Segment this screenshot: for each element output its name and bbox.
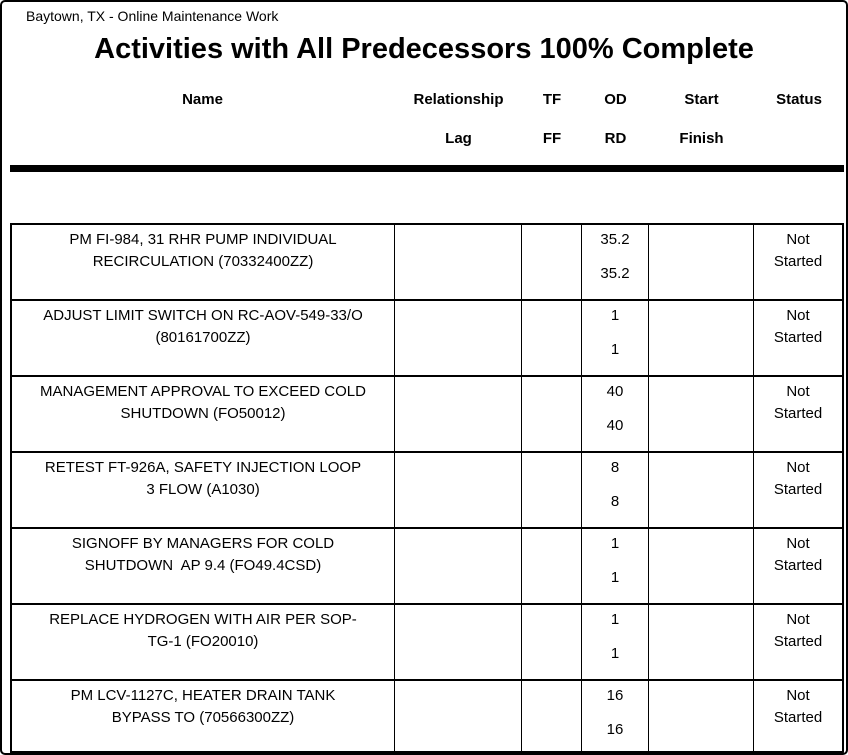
col-header-status-sub	[754, 130, 844, 147]
finish-value	[649, 242, 753, 243]
od-value: 35.2	[600, 231, 630, 248]
activity-name-line2: RECIRCULATION (70332400ZZ)	[92, 253, 314, 270]
start-finish-cell	[649, 377, 754, 451]
table-row	[12, 377, 842, 453]
status-line2: Started	[773, 633, 823, 650]
ff-value	[522, 546, 581, 547]
activity-name-line2: (80161700ZZ)	[155, 329, 251, 346]
start-finish-cell	[649, 529, 754, 603]
relationship-value	[395, 609, 521, 610]
col-header-od: OD	[604, 91, 627, 108]
start-value	[649, 685, 753, 686]
col-header-name: Name	[182, 91, 223, 108]
column-headers-line1	[10, 91, 844, 108]
table-row	[12, 301, 842, 377]
table-row	[12, 681, 842, 751]
rd-value: 1	[610, 569, 620, 586]
relationship-value	[395, 685, 521, 686]
status-line1: Not	[786, 383, 810, 400]
ff-value	[522, 622, 581, 623]
activity-name-cell	[12, 453, 395, 527]
status-cell	[754, 453, 842, 527]
tf-ff-cell	[522, 605, 582, 679]
tf-ff-cell	[522, 301, 582, 375]
table-row	[12, 453, 842, 529]
status-line2: Started	[773, 481, 823, 498]
tf-value	[522, 229, 581, 230]
status-line2: Started	[773, 557, 823, 574]
ff-value	[522, 470, 581, 471]
finish-value	[649, 470, 753, 471]
od-value: 8	[610, 459, 620, 476]
table-row	[12, 529, 842, 605]
od-value: 16	[606, 687, 624, 704]
status-cell	[754, 225, 842, 299]
tf-value	[522, 381, 581, 382]
relationship-value	[395, 381, 521, 382]
status-line2: Started	[773, 253, 823, 270]
lag-value	[395, 242, 521, 243]
status-cell	[754, 377, 842, 451]
relationship-value	[395, 533, 521, 534]
start-value	[649, 609, 753, 610]
status-line1: Not	[786, 687, 810, 704]
col-header-rd: RD	[604, 130, 627, 147]
start-value	[649, 381, 753, 382]
ff-value	[522, 242, 581, 243]
ff-value	[522, 318, 581, 319]
activity-name-line1: PM FI-984, 31 RHR PUMP INDIVIDUAL	[69, 231, 337, 248]
lag-value	[395, 622, 521, 623]
rd-value: 1	[610, 341, 620, 358]
activity-name-line2: SHUTDOWN AP 9.4 (FO49.4CSD)	[84, 557, 322, 574]
activity-name-cell	[12, 529, 395, 603]
start-value	[649, 229, 753, 230]
relationship-value	[395, 457, 521, 458]
status-line1: Not	[786, 307, 810, 324]
lag-value	[395, 546, 521, 547]
activity-name-cell	[12, 301, 395, 375]
activity-name-line2: 3 FLOW (A1030)	[146, 481, 260, 498]
tf-ff-cell	[522, 529, 582, 603]
finish-value	[649, 318, 753, 319]
start-finish-cell	[649, 681, 754, 751]
start-value	[649, 533, 753, 534]
status-cell	[754, 681, 842, 751]
lag-value	[395, 698, 521, 699]
od-rd-cell	[582, 377, 649, 451]
activity-name-line1: PM LCV-1127C, HEATER DRAIN TANK	[70, 687, 336, 704]
od-rd-cell	[582, 681, 649, 751]
status-cell	[754, 301, 842, 375]
finish-value	[649, 622, 753, 623]
col-header-ff: FF	[542, 130, 562, 147]
activity-name-line1: RETEST FT-926A, SAFETY INJECTION LOOP	[44, 459, 362, 476]
activity-name-line1: ADJUST LIMIT SWITCH ON RC-AOV-549-33/O	[43, 307, 363, 324]
column-headers-line2	[10, 130, 844, 147]
start-finish-cell	[649, 453, 754, 527]
activity-name-line2: BYPASS TO (70566300ZZ)	[111, 709, 295, 726]
relationship-lag-cell	[395, 529, 522, 603]
od-rd-cell	[582, 453, 649, 527]
start-value	[649, 305, 753, 306]
rd-value: 16	[606, 721, 624, 738]
table-row	[12, 225, 842, 301]
col-header-finish: Finish	[679, 130, 724, 147]
finish-value	[649, 546, 753, 547]
status-line1: Not	[786, 231, 810, 248]
od-value: 40	[606, 383, 624, 400]
tf-ff-cell	[522, 377, 582, 451]
relationship-lag-cell	[395, 301, 522, 375]
col-header-lag: Lag	[445, 130, 472, 147]
od-value: 1	[610, 611, 620, 628]
page-title: Activities with All Predecessors 100% Complete	[94, 33, 754, 65]
status-line1: Not	[786, 611, 810, 628]
od-rd-cell	[582, 225, 649, 299]
activity-name-line2: SHUTDOWN (FO50012)	[120, 405, 286, 422]
rd-value: 8	[610, 493, 620, 510]
activity-name-line1: SIGNOFF BY MANAGERS FOR COLD	[71, 535, 335, 552]
rd-value: 40	[606, 417, 624, 434]
data-table	[10, 223, 844, 754]
col-header-start: Start	[684, 91, 719, 108]
ff-value	[522, 698, 581, 699]
relationship-lag-cell	[395, 453, 522, 527]
status-line2: Started	[773, 709, 823, 726]
status-line1: Not	[786, 535, 810, 552]
od-rd-cell	[582, 529, 649, 603]
finish-value	[649, 698, 753, 699]
col-header-tf: TF	[542, 91, 562, 108]
report-header: Baytown, TX - Online Maintenance Work	[26, 8, 279, 24]
lag-value	[395, 318, 521, 319]
col-header-relationship: Relationship	[413, 91, 504, 108]
col-header-status: Status	[776, 91, 822, 108]
activity-name-line2: TG-1 (FO20010)	[147, 633, 259, 650]
activity-name-cell	[12, 225, 395, 299]
od-value: 1	[610, 535, 620, 552]
lag-value	[395, 470, 521, 471]
tf-value	[522, 685, 581, 686]
finish-value	[649, 394, 753, 395]
od-rd-cell	[582, 605, 649, 679]
relationship-lag-cell	[395, 605, 522, 679]
activity-name-cell	[12, 681, 395, 751]
header-rule	[10, 165, 844, 172]
status-line1: Not	[786, 459, 810, 476]
od-rd-cell	[582, 301, 649, 375]
tf-value	[522, 305, 581, 306]
start-value	[649, 457, 753, 458]
status-cell	[754, 605, 842, 679]
start-finish-cell	[649, 225, 754, 299]
tf-ff-cell	[522, 681, 582, 751]
tf-value	[522, 609, 581, 610]
relationship-value	[395, 229, 521, 230]
status-line2: Started	[773, 329, 823, 346]
tf-value	[522, 533, 581, 534]
od-value: 1	[610, 307, 620, 324]
start-finish-cell	[649, 605, 754, 679]
table-row	[12, 605, 842, 681]
relationship-lag-cell	[395, 377, 522, 451]
relationship-value	[395, 305, 521, 306]
start-finish-cell	[649, 301, 754, 375]
tf-value	[522, 457, 581, 458]
activity-name-line1: REPLACE HYDROGEN WITH AIR PER SOP-	[49, 611, 357, 628]
status-cell	[754, 529, 842, 603]
activity-name-line1: MANAGEMENT APPROVAL TO EXCEED COLD	[40, 383, 366, 400]
activity-name-cell	[12, 605, 395, 679]
relationship-lag-cell	[395, 681, 522, 751]
ff-value	[522, 394, 581, 395]
rd-value: 1	[610, 645, 620, 662]
activity-name-cell	[12, 377, 395, 451]
col-header-name-sub	[10, 130, 395, 147]
relationship-lag-cell	[395, 225, 522, 299]
tf-ff-cell	[522, 453, 582, 527]
lag-value	[395, 394, 521, 395]
tf-ff-cell	[522, 225, 582, 299]
rd-value: 35.2	[600, 265, 630, 282]
status-line2: Started	[773, 405, 823, 422]
